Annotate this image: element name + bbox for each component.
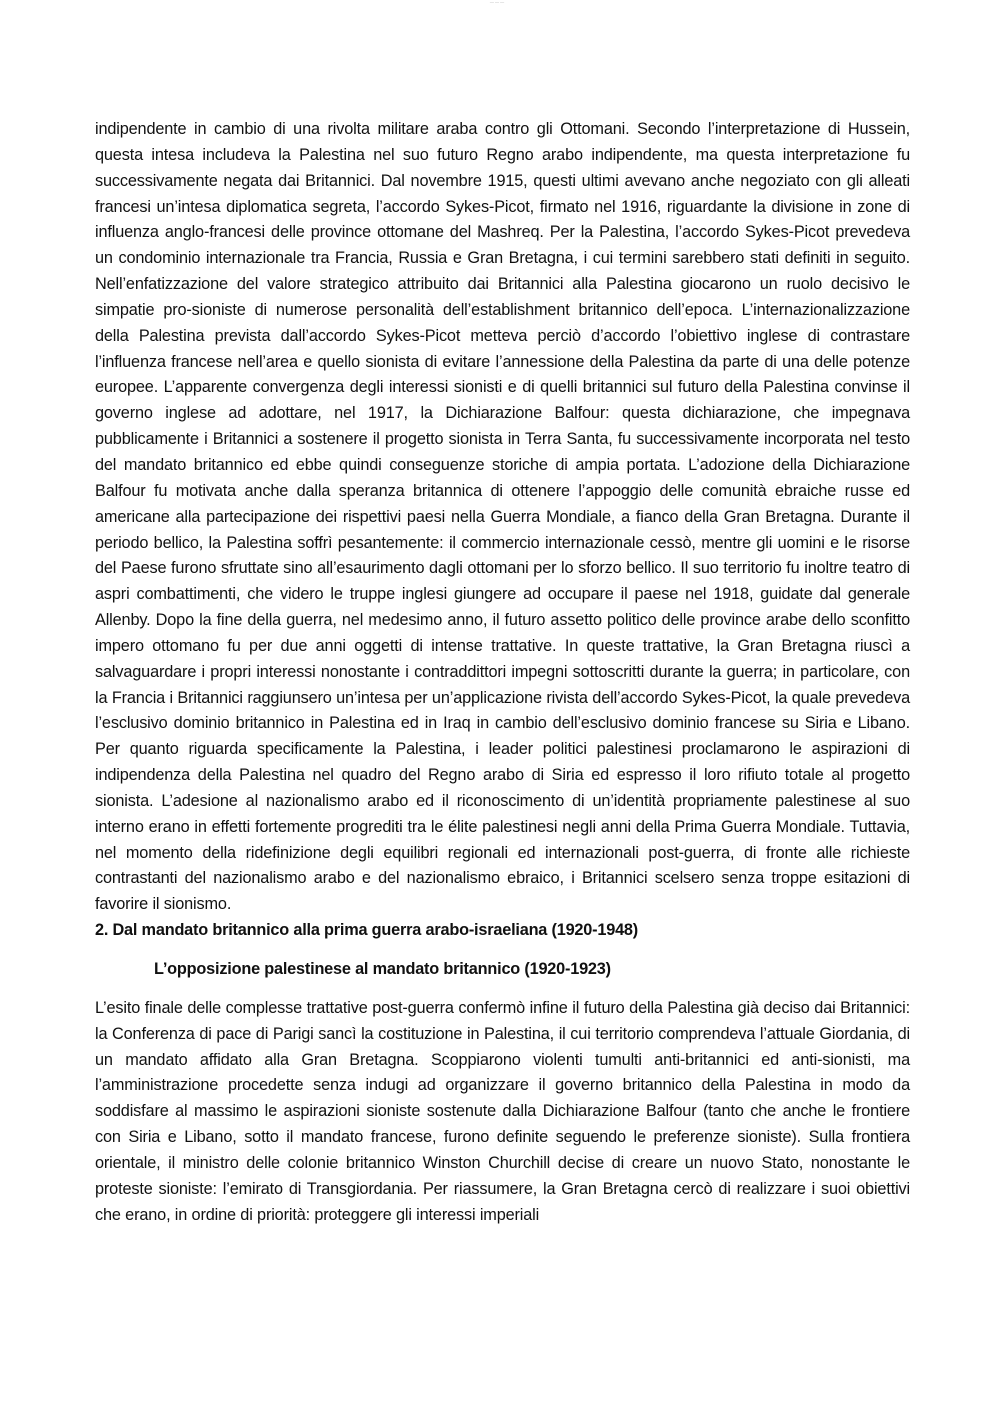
subsection-heading: L’opposizione palestinese al mandato britannico (1920-1923) <box>154 960 611 978</box>
body-paragraph-2: L’esito finale delle complesse trattative post-guerra confermò infine il futuro della Palestina già deciso dai Britannici: la Conferenza di pace di Parigi sancì la costituzione in Palestina, il cui territorio comprendeva l’attuale Giordania, di un mandato affidato alla Gran Bretagna. Scoppiarono violenti tumulti anti-britannici ed anti-sionisti, ma l’amministrazione procedette senza indugi ad organizzare il governo britannico della Palestina in modo da soddisfare al massimo le aspirazioni sioniste sostenute dalla Dichiarazione Balfour (tanto che anche le frontiere con Siria e Libano, sotto il mandato francese, furono definite seguendo le preferenze sioniste). Sulla frontiera orientale, il ministro delle colonie britannico Winston Churchill decise di creare un nuovo Stato, nonostante le proteste sioniste: l’emirato di Transgiordania. Per riassumere, la Gran Bretagna cercò di realizzare i suoi obiettivi che erano, in ordine di priorità: proteggere gli interessi imperiali <box>95 998 910 1224</box>
body-paragraph-1: indipendente in cambio di una rivolta militare araba contro gli Ottomani. Secondo l’interpretazione di Hussein, questa intesa includeva la Palestina nel suo futuro Regno arabo indipendente, ma questa interpretazione fu successivamente negata dai Britannici. Dal novembre 1915, questi ultimi avevano anche negoziato con gli alleati francesi un’intesa diplomatica segreta, l’accordo Sykes-Picot, firmato nel 1916, riguardante la divisione in zone di influenza anglo-francesi delle province ottomane del Mashreq. Per la Palestina, l’accordo Sykes-Picot prevedeva un condominio internazionale tra Francia, Russia e Gran Bretagna, i cui termini sarebbero stati definiti in seguito. Nell’enfatizzazione del valore strategico attribuito dai Britannici alla Palestina giocarono un ruolo decisivo le simpatie pro-sioniste di numerose personalità dell’establishment britannico dell’epoca. L’internazionalizzazione della Palestina prevista dall’accordo Sykes-Picot metteva perciò d’accordo l’obiettivo inglese di contrastare l’influenza francese nell’area e quello sionista di evitare l’annessione della Palestina da parte di una delle potenze europee. L’apparente convergenza degli interessi sionisti e di quelli britannici sul futuro della Palestina convinse il governo inglese ad adottare, nel 1917, la Dichiarazione Balfour: questa dichiarazione, che impegnava pubblicamente i Britannici a sostenere il progetto sionista in Terra Santa, fu successivamente incorporata nel testo del mandato britannico ed ebbe quindi conseguenze storiche di ampia portata. L’adozione della Dichiarazione Balfour fu motivata anche dalla speranza britannica di ottenere l’appoggio delle comunità ebraiche russe ed americane alla partecipazione dei rispettivi paesi nella Guerra Mondiale, a fianco della Gran Bretagna. Durante il periodo bellico, la Palestina soffrì pesantemente: il commercio internazionale cessò, mentre gli uomini e le risorse del Paese furono sfruttate sino all’esaurimento dagli ottomani per lo sforzo bellico. Il suo territorio fu inoltre teatro di aspri combattimenti, che videro le truppe inglesi giungere ad occupare il paese nel 1918, guidate dal generale Allenby. Dopo la fine della guerra, nel medesimo anno, il futuro assetto politico delle province arabe dello sconfitto impero ottomano fu per due anni oggetti di intense trattative. In queste trattative, la Gran Bretagna riuscì a salvaguardare i propri interessi nonostante i contraddittori impegni sottoscritti durante la guerra; in particolare, con la Francia i Britannici raggiunsero un’intesa per un’applicazione rivista dell’accordo Sykes-Picot, la quale prevedeva l’esclusivo dominio britannico in Palestina ed in Iraq in cambio dell’esclusivo dominio francese su Siria e Libano. Per quanto riguarda specificamente la Palestina, i leader politici palestinesi proclamarono le aspirazioni di indipendenza della Palestina nel quadro del Regno arabo di Siria ed espresso il loro rifiuto totale al progetto sionista. L’adesione al nazionalismo arabo ed il riconoscimento di un’identità propriamente palestinese al suo interno erano in effetti fortemente progrediti tra le élite palestinesi negli anni della Prima Guerra Mondiale. Tuttavia, nel momento della ridefinizione degli equilibri regionali ed internazionali post-guerra, di fronte alle richieste contrastanti del nazionalismo arabo e del nazionalismo ebraico, i Britannici scelsero senza troppe esitazioni di favorire il sionismo. <box>95 120 910 914</box>
section-heading-2: 2. Dal mandato britannico alla prima guerra arabo-israeliana (1920-1948) <box>95 921 638 940</box>
page-header-mark: — — — <box>489 0 505 4</box>
document-body <box>95 117 910 1228</box>
